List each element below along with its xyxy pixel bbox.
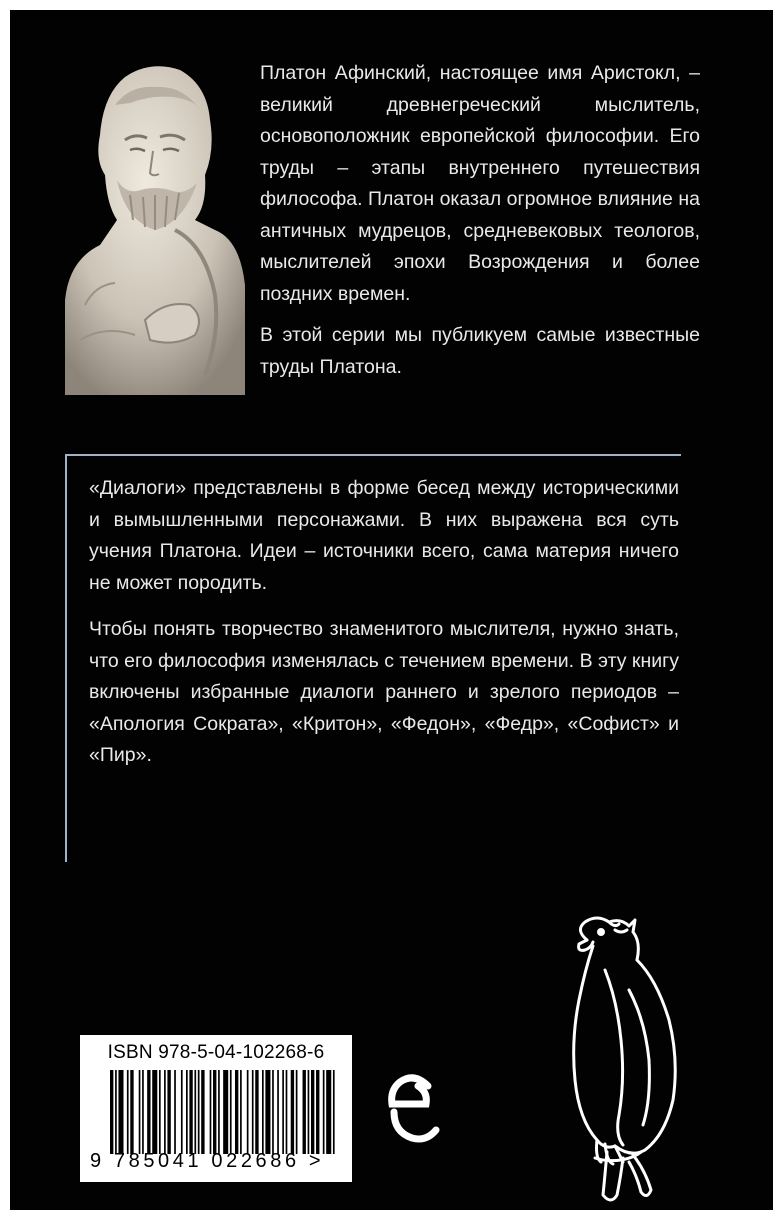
barcode-bar [286,1070,288,1154]
barcode-bar [223,1070,228,1154]
barcode-bar [139,1070,141,1154]
barcode-bar [142,1070,144,1154]
frame-left-line [65,454,67,862]
description-paragraph-2: Чтобы понять творчество знаменитого мыслителя, нужно знать, что его философия изменялась с течением времени. В эту книгу включены избранные диалоги раннего и зрелого периодов – «Апология Сократа», «Критон», «Федон», «Федр», «Софист» и «Пир». [89,618,679,766]
barcode-bar [174,1070,176,1154]
barcode-bar [333,1070,335,1154]
barcode-bar [235,1070,238,1154]
barcode-bar [326,1070,331,1154]
barcode-bar [147,1070,150,1154]
book-back-cover [10,10,773,1210]
barcode-bar [213,1070,216,1154]
intro-paragraph-2: В этой серии мы публикуем самые известные труды Платона. [260,324,700,378]
barcode-bar [262,1070,264,1154]
barcode-bar [189,1070,192,1154]
barcode-bar [252,1070,254,1154]
barcode-bar [110,1070,113,1154]
barcode-bar [167,1070,170,1154]
barcode-bar [164,1070,166,1154]
barcode-digits: 9 785041 022686 > [90,1150,325,1172]
barcode-bar [316,1070,319,1154]
barcode-bar [240,1070,242,1154]
barcode-bar [230,1070,232,1154]
barcode-bar [201,1070,204,1154]
description-paragraph-1: «Диалоги» представлены в форме бесед между историческими и вымышленными персонажами. В них выражена вся суть учения Платона. Идеи – источники всего, сама материя ничего не может породить. [89,477,679,594]
plato-bust-image [55,55,245,395]
barcode-bar [198,1070,200,1154]
barcode-bar [296,1070,298,1154]
barcode-bar [127,1070,129,1154]
barcode-bar [277,1070,279,1154]
barcode-bar [194,1070,196,1154]
barcode-bar [115,1070,117,1154]
barcode-bar [308,1070,310,1154]
barcode-bar [291,1070,294,1154]
barcode-block [80,1035,352,1182]
barcode-bar [311,1070,314,1154]
barcode-bars [110,1070,338,1154]
eagle-emblem-icon [545,900,685,1210]
barcode-bar [181,1070,183,1154]
book-description [89,473,679,787]
intro-paragraph-1: Платон Афинский, настоящее имя Аристокл, – великий древнегреческий мыслитель, основоположник европейской философии. Его труды – этапы внутреннего путешествия философа. Платон оказал огромное влияние на античных мудрецов, средневековых теологов, мыслителей эпохи Возрождения и более поздних времен. [260,62,700,305]
barcode-bar [130,1070,133,1154]
frame-top-line [65,454,681,456]
barcode-bar [323,1070,325,1154]
barcode-bar [159,1070,161,1154]
barcode-bar [218,1070,220,1154]
barcode-bar [282,1070,284,1154]
publisher-logo-icon [388,1068,440,1148]
isbn-label: ISBN 978-5-04-102268-6 [107,1042,325,1063]
barcode-bar [118,1070,123,1154]
barcode-bar [255,1070,258,1154]
barcode-bar [210,1070,212,1154]
barcode-bar [265,1070,270,1154]
barcode-bar [247,1070,249,1154]
barcode-bar [303,1070,306,1154]
barcode-bar [152,1070,157,1154]
barcode-bar [186,1070,188,1154]
intro-text [260,58,700,393]
barcode-bar [272,1070,274,1154]
